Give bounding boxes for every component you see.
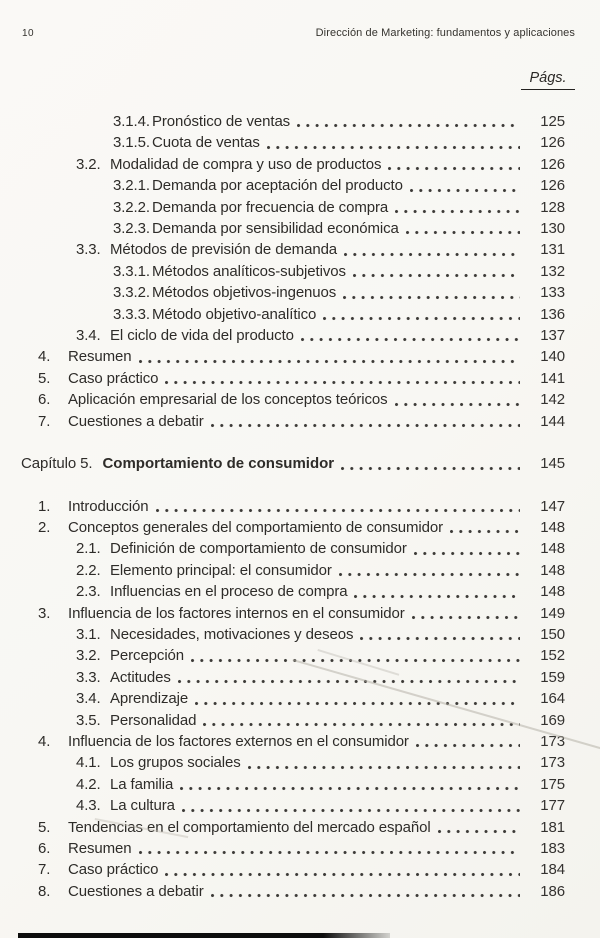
toc-entry-title: Influencia de los factores internos en el consumidor [68,604,405,622]
toc-entry-title: Cuota de ventas [152,134,260,152]
toc-entry-number: 2.1. [76,540,101,558]
page-folio: 10 [22,28,35,39]
toc-entry-page: 125 [540,113,565,130]
toc-entry-page: 145 [540,455,565,473]
toc-entry-title: Elemento principal: el consumidor [110,561,332,579]
toc-entry-number: 4. [38,732,51,750]
toc-entry [0,154,565,175]
toc-entry-title: Aprendizaje [110,690,189,708]
toc-entry-page: 152 [540,647,565,665]
toc-entry-title: Pronóstico de ventas [152,113,291,130]
toc-entry-number: 3.3.3. [113,305,150,323]
toc-entry [0,325,565,346]
toc-entry [0,517,565,538]
dot-leader [211,893,520,898]
toc-entry-page: 144 [540,412,565,430]
toc-entry [0,624,565,645]
dot-leader [406,230,520,235]
toc-entry [0,411,565,432]
toc-entry-title: Método objetivo-analítico [152,305,317,323]
toc-entry-title: Personalidad [110,711,197,729]
toc-entry [0,881,565,902]
running-header [22,27,575,39]
toc-entry [0,859,565,880]
toc-entry-title: La familia [110,775,174,793]
toc-entry-number: 3.1.5. [113,134,150,152]
toc-entry-page: 175 [540,775,565,793]
toc-entry-page: 173 [540,754,565,772]
toc-entry-page: 186 [540,882,565,900]
toc-entry-number: 4. [38,348,51,366]
dot-leader [388,166,520,171]
toc-entry-title: Caso práctico [68,861,159,879]
running-header-title: Dirección de Marketing: fundamentos y aplicaciones [315,27,575,39]
dot-leader [301,337,520,342]
toc-entry [0,175,565,196]
toc-entry-number: 3.1.4. [113,113,150,130]
dot-leader [410,188,520,193]
dot-leader [165,380,520,385]
dot-leader [203,722,520,727]
toc-entry-number: 3.3. [76,668,101,686]
toc-entry-number: 3.1. [76,625,101,643]
dot-leader [354,594,520,599]
toc-entry [0,218,565,239]
toc-entry-page: 148 [540,540,565,558]
toc-entry-page: 137 [540,327,565,345]
toc-entry-page: 181 [540,818,565,836]
dot-leader [182,808,520,813]
toc-entry-page: 140 [540,348,565,366]
dot-leader [180,786,520,791]
toc-entry-title: Métodos objetivos-ingenuos [152,284,337,302]
toc-entry-number: 2. [38,518,51,536]
toc-entry-number: 2.3. [76,583,101,601]
dot-leader [416,743,520,748]
toc-entry [0,645,565,666]
dot-leader [450,529,520,534]
toc-entry-number: 3.3.2. [113,284,150,302]
toc-entry-number: 3.2.2. [113,198,150,216]
toc-entry-number: 5. [38,818,51,836]
toc-entry [0,389,565,410]
toc-entry-page: 148 [540,518,565,536]
toc-entry-number: 3.2. [76,647,101,665]
dot-leader [178,679,520,684]
toc-entry-number: 7. [38,861,51,879]
toc-entry-page: 169 [540,711,565,729]
toc-entry [0,667,565,688]
toc-entry-title: Resumen [68,348,132,366]
dot-leader [248,765,520,770]
toc-entry [0,239,565,260]
toc-entry-title: Modalidad de compra y uso de productos [110,155,382,173]
dot-leader [339,572,520,577]
toc-list [0,111,565,902]
toc-entry-number: 3.4. [76,690,101,708]
toc-entry-title: Comportamiento de consumidor [102,455,335,473]
toc-entry-title: El ciclo de vida del producto [110,327,294,345]
toc-entry-title: Tendencias en el comportamiento del mercado español [68,818,431,836]
toc-entry-page: 133 [540,284,565,302]
toc-entry-page: 184 [540,861,565,879]
toc-entry-number: 5. [38,369,51,387]
dot-leader [297,123,520,128]
toc-entry-title: Actitudes [110,668,171,686]
dot-leader [267,145,520,150]
toc-entry-page: 131 [540,241,565,259]
toc-entry [0,817,565,838]
dot-leader [414,551,520,556]
toc-entry-title: Influencias en el proceso de compra [110,583,348,601]
dot-leader [156,508,520,513]
toc-entry [0,688,565,709]
toc-entry [0,838,565,859]
toc-entry [0,752,565,773]
toc-entry-title: Cuestiones a debatir [68,412,204,430]
toc-entry-page: 130 [540,220,565,238]
dot-leader [412,615,520,620]
toc-entry-title: Aplicación empresarial de los conceptos teóricos [68,391,388,409]
toc-entry-title: Influencia de los factores externos en el consumidor [68,732,409,750]
toc-entry-title: Demanda por frecuencia de compra [152,198,389,216]
toc-entry-number: 8. [38,882,51,900]
toc-entry-page: 142 [540,391,565,409]
toc-entry-number: 4.3. [76,797,101,815]
dot-leader [360,636,520,641]
dot-leader [395,209,520,214]
toc-entry-title: Caso práctico [68,369,159,387]
toc-entry-number: 4.2. [76,775,101,793]
toc-entry-page: 141 [540,369,565,387]
toc-entry-page: 148 [540,561,565,579]
toc-entry-title: Métodos de previsión de demanda [110,241,338,259]
toc-entry [0,132,565,153]
toc-entry-number: 6. [38,840,51,857]
dot-leader [341,466,520,471]
dot-leader [211,423,520,428]
dot-leader [139,359,521,364]
dot-leader [139,850,521,855]
toc-entry [0,304,565,325]
toc-entry-number: 3.2. [76,155,101,173]
toc-entry-number: 3. [38,604,51,622]
pags-column-label: Págs. [521,70,575,90]
toc-entry-page: 132 [540,262,565,280]
dot-leader [343,295,520,300]
toc-entry-number: 1. [38,497,51,515]
toc-entry [0,538,565,559]
dot-leader [323,316,520,321]
toc-entry-page: 126 [540,134,565,152]
toc-entry-title: Introducción [68,497,149,515]
toc-entry-number: 3.3.1. [113,262,150,280]
toc-entry-number: 2.2. [76,561,101,579]
toc-entry-number: 3.2.3. [113,220,150,238]
toc-entry [0,261,565,282]
toc-entry-title: Demanda por sensibilidad económica [152,220,399,238]
toc-entry-page: 164 [540,690,565,708]
toc-entry-page: 136 [540,305,565,323]
toc-entry [0,581,565,602]
dot-leader [165,872,520,877]
toc-entry-title: Métodos analíticos-subjetivos [152,262,346,280]
toc-entry-title: La cultura [110,797,175,815]
toc-entry-title: Los grupos sociales [110,754,241,772]
toc-entry [0,795,565,816]
toc-entry [0,496,565,517]
toc-entry [0,197,565,218]
dot-leader [438,829,520,834]
toc-entry [0,560,565,581]
toc-entry-title: Percepción [110,647,185,665]
toc-entry [0,346,565,367]
toc-entry-title: Demanda por aceptación del producto [152,177,403,195]
toc-entry-page: 150 [540,625,565,643]
toc-entry-number: 6. [38,391,51,409]
toc-entry-page: 177 [540,797,565,815]
toc-entry-page: 147 [540,497,565,515]
toc-entry-page: 126 [540,177,565,195]
dot-leader [344,252,520,257]
toc-entry-page: 148 [540,583,565,601]
toc-entry-number: 3.5. [76,711,101,729]
toc-entry-page: 159 [540,668,565,686]
toc-entry-title: Definición de comportamiento de consumidor [110,540,407,558]
toc-entry-page: 128 [540,198,565,216]
scan-edge-artifact [18,933,390,938]
toc-entry-title: Cuestiones a debatir [68,882,204,900]
toc-entry [0,368,565,389]
dot-leader [195,701,520,706]
toc-entry [0,453,565,474]
toc-entry [0,774,565,795]
dot-leader [353,273,520,278]
toc-entry [0,603,565,624]
toc-entry-title: Conceptos generales del comportamiento de consumidor [68,518,444,536]
toc-entry-number: 3.3. [76,241,101,259]
toc-entry-page: 173 [540,732,565,750]
toc-entry-number: 3.4. [76,327,101,345]
toc-entry-number: 4.1. [76,754,101,772]
toc-entry-number: 3.2.1. [113,177,150,195]
toc-entry-title: Resumen [68,840,132,857]
toc-entry-page: 126 [540,155,565,173]
toc-entry-number: 7. [38,412,51,430]
toc-entry-number: Capítulo 5. [21,455,93,473]
toc-entry [0,111,565,132]
toc-entry [0,731,565,752]
toc-entry-page: 183 [540,840,565,857]
toc-entry-title: Necesidades, motivaciones y deseos [110,625,354,643]
toc-entry [0,282,565,303]
dot-leader [395,402,520,407]
toc-entry-page: 149 [540,604,565,622]
